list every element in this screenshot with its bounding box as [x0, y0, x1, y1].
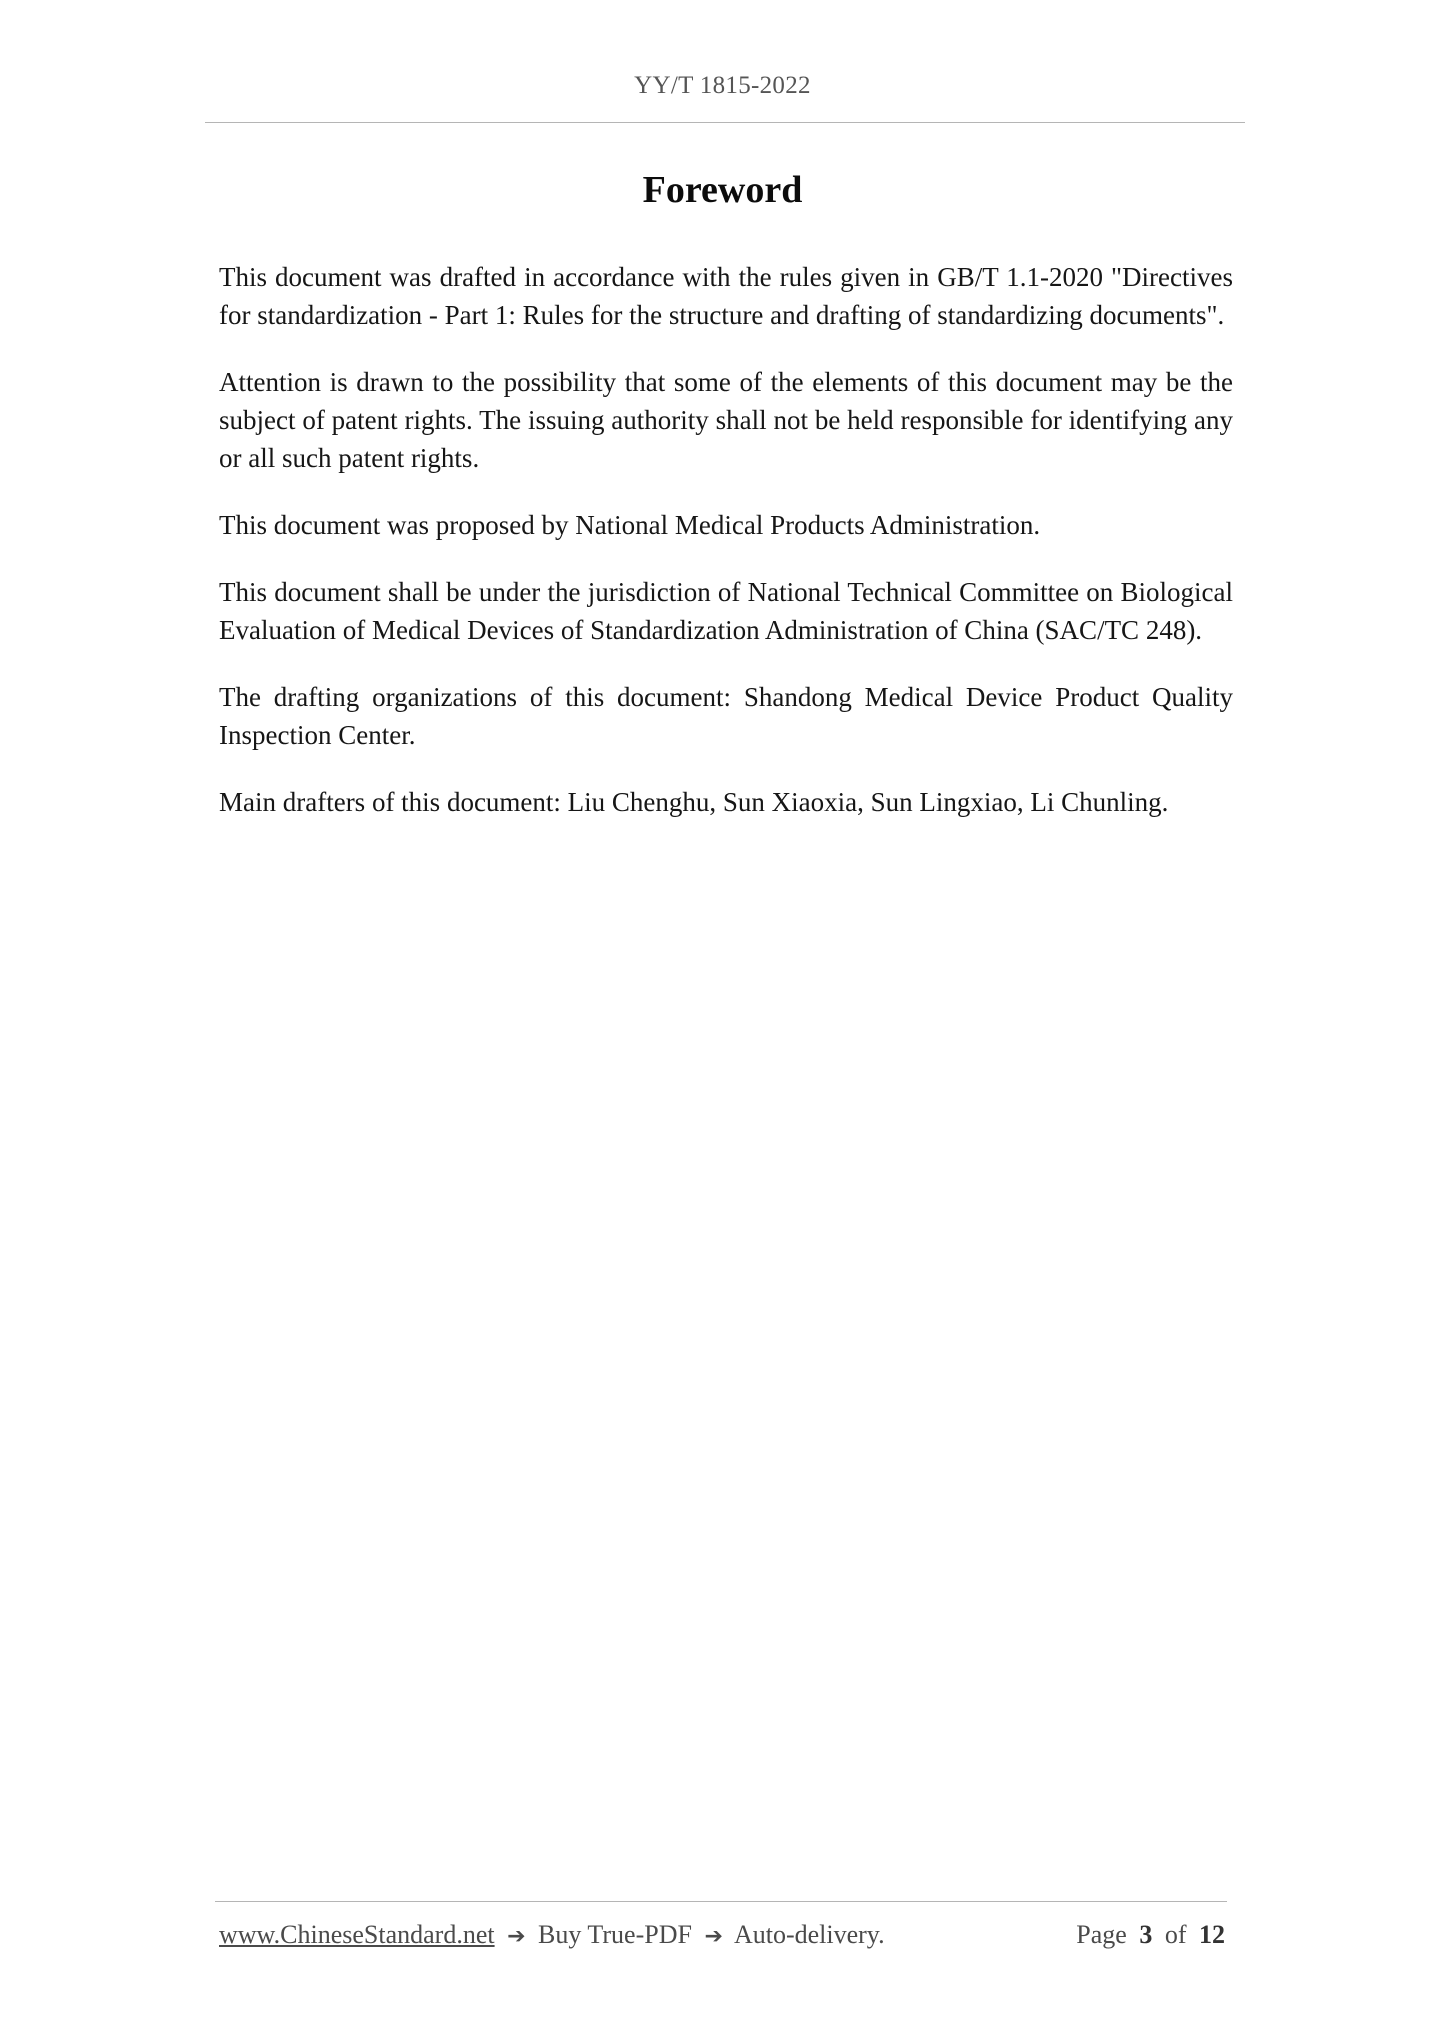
page-footer — [219, 1920, 1225, 1950]
paragraph-drafting-organizations: The drafting organizations of this document: Shandong Medical Device Product Quality Inspection Center. — [219, 682, 1233, 750]
footer-promo — [219, 1920, 885, 1950]
buy-true-pdf-text: Buy True-PDF — [538, 1920, 692, 1949]
page-current: 3 — [1139, 1920, 1153, 1949]
site-link[interactable]: www.ChineseStandard.net — [219, 1920, 495, 1949]
running-header: YY/T 1815-2022 — [634, 72, 811, 99]
right-arrow-icon: ➔ — [507, 1924, 526, 1949]
auto-delivery-text: Auto-delivery. — [733, 1920, 885, 1949]
page-number — [1070, 1920, 1225, 1950]
page-of-label: of — [1164, 1920, 1187, 1949]
foreword-body — [219, 258, 1233, 850]
paragraph-proposed-by: This document was proposed by National Medical Products Administration. — [219, 510, 1041, 540]
page-label: Page — [1076, 1920, 1127, 1949]
paragraph-patent-notice: Attention is drawn to the possibility that some of the elements of this document may be the subject of patent rights. The issuing authority shall not be held responsible for identifying any or all such patent rights. — [219, 367, 1233, 473]
footer-divider — [215, 1901, 1227, 1902]
paragraph-jurisdiction: This document shall be under the jurisdiction of National Technical Committee on Biological Evaluation of Medical Devices of Standardization Administration of China (SAC/TC 248). — [219, 577, 1233, 645]
paragraph-main-drafters: Main drafters of this document: Liu Chenghu, Sun Xiaoxia, Sun Lingxiao, Li Chunling. — [219, 787, 1169, 817]
section-title: Foreword — [642, 169, 803, 211]
right-arrow-icon: ➔ — [704, 1924, 723, 1949]
header-divider — [205, 122, 1245, 123]
page-total: 12 — [1199, 1920, 1225, 1949]
paragraph-drafting-rules: This document was drafted in accordance with the rules given in GB/T 1.1-2020 "Directives for standardization - Part 1: Rules for the structure and drafting of standardizing documents". — [219, 262, 1233, 330]
